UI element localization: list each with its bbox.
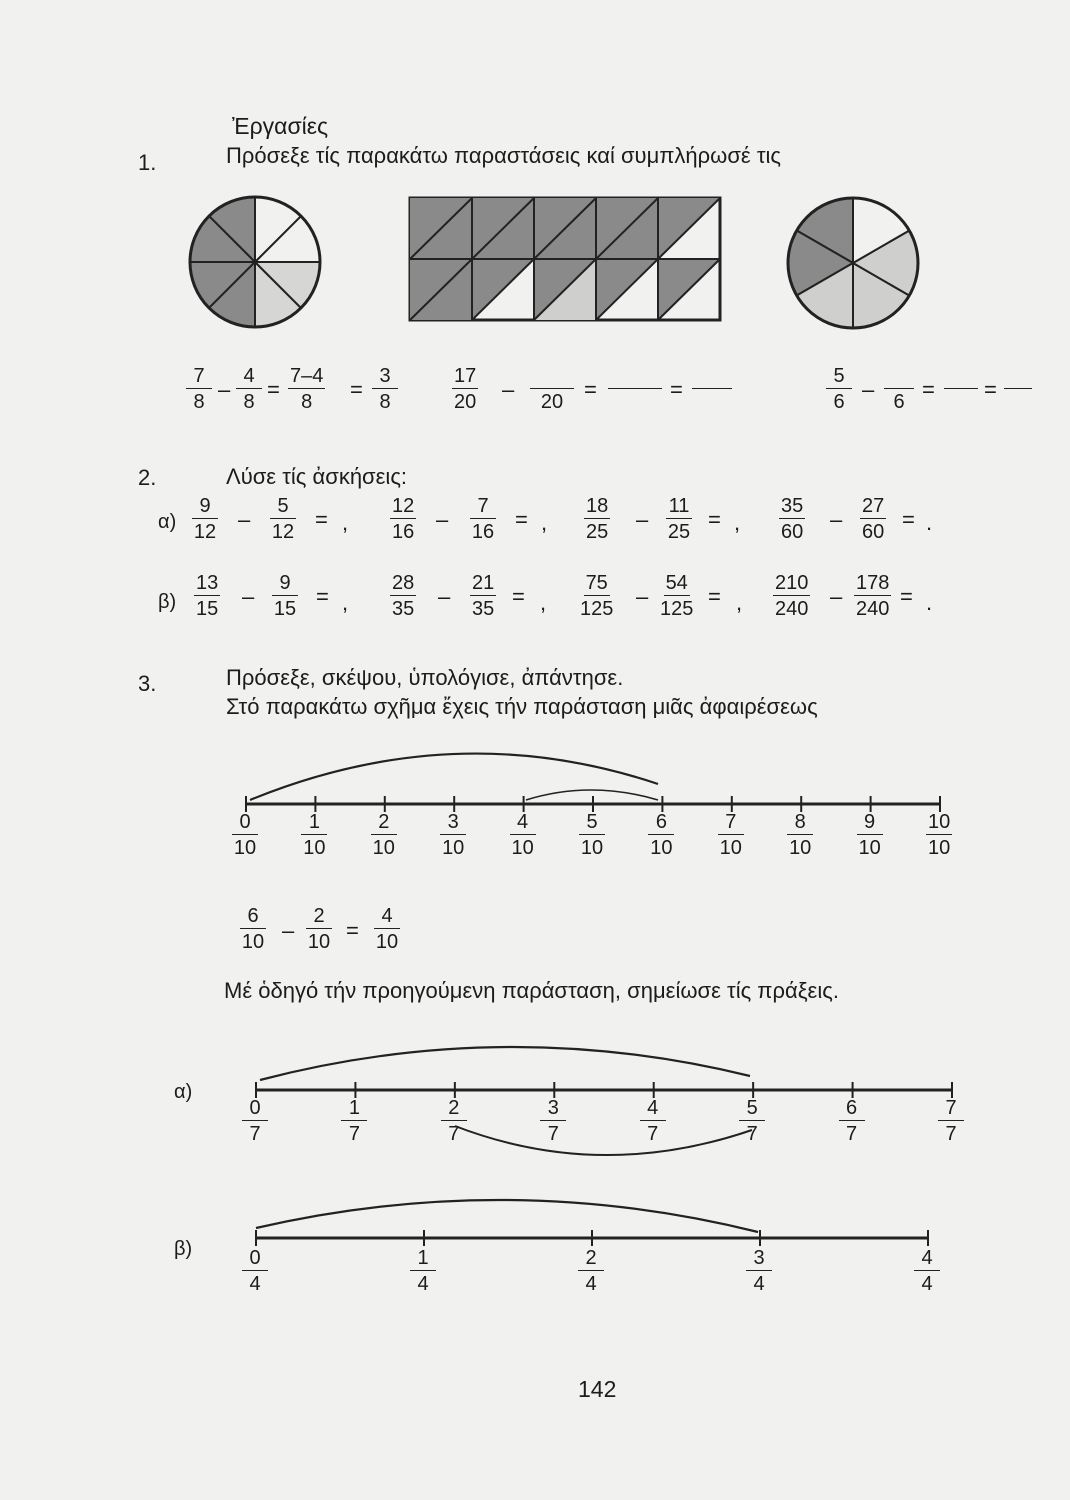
ex1-equals: = [350,377,363,402]
ex2-comma: , [734,510,741,535]
ex2-equals: = [512,584,525,609]
ex1-fraction-7-8: $\frac{7}{8}$ [186,366,212,412]
ex2-comma: , [342,590,349,615]
ex2-b1-fraction: $\frac{13}{15}$ [196,572,219,620]
tick-numerator: 1 [341,1098,367,1121]
tenths-tick-label [857,812,883,858]
tick-numerator: 0 [242,1248,268,1271]
tick-denominator: 7 [547,1123,559,1145]
sevenths-upper-arc [260,1047,750,1080]
tick-numerator: 6 [839,1098,865,1121]
ex2-equals: = [315,507,328,532]
ex2-equals: = [316,584,329,609]
tick-denominator: 7 [448,1123,460,1145]
tick-numerator: 4 [914,1248,940,1271]
ex3-result-fraction: $\frac{6}{10}$ [241,905,265,953]
ex2-equals: = [900,584,913,609]
subtraction-arc-6 [250,754,658,800]
tick-denominator: 7 [846,1123,858,1145]
tick-numerator: 3 [540,1098,566,1121]
page-number: 142 [578,1376,617,1402]
tick-denominator: 7 [348,1123,360,1145]
tick-numerator: 5 [579,812,605,835]
ex2-equals: = [708,584,721,609]
ex3-minus: – [282,918,295,943]
quarters-label: β) [174,1238,193,1260]
tick-denominator: 7 [249,1123,261,1145]
ex1-equals: = [267,377,280,402]
tick-denominator: 7 [746,1123,758,1145]
quarters-tick-label [578,1248,604,1294]
tick-denominator: 10 [233,837,257,859]
tick-denominator: 10 [928,837,951,859]
ex2-equals: = [708,507,721,532]
tick-numerator: 8 [787,812,813,835]
sevenths-tick-label [839,1098,865,1144]
tick-numerator: 7 [938,1098,964,1121]
tick-numerator: 0 [242,1098,268,1121]
ex2-b3-fraction: $\frac{54}{125}$ [660,572,694,620]
ex1-blank-over-6[interactable]: 6 [884,366,914,412]
tick-numerator: 0 [232,812,258,835]
ex2-minus: – [242,584,255,609]
ex2-b4-fraction: $\frac{178}{240}$ [856,572,890,620]
sevenths-tick-label [640,1098,666,1144]
ex2-b3-fraction: $\frac{75}{125}$ [580,572,614,620]
tenths-tick-label [301,812,327,858]
tick-numerator: 3 [440,812,466,835]
ex3-guide-text: Μέ ὁδηγό τήν προηγούμενη παράσταση, σημείωσε τίς πράξεις. [224,978,839,1003]
tenths-tick-label [648,812,674,858]
tenths-tick-label [787,812,813,858]
tick-numerator: 10 [928,811,951,833]
ex2-equals: = [515,507,528,532]
ex1-fraction-4-8: $\frac{4}{8}$ [236,366,262,412]
ex3-equals: = [346,918,359,943]
sevenths-tick-label [341,1098,367,1144]
tick-denominator: 10 [372,837,395,859]
exercise-1-instruction: Πρόσεξε τίς παρακάτω παραστάσεις καί συμπλήρωσέ τις [226,143,782,168]
tick-denominator: 10 [303,837,326,859]
tick-denominator: 4 [585,1273,597,1295]
tick-denominator: 4 [249,1273,261,1295]
ex1-blank-over-20[interactable]: 20 [530,366,574,412]
tick-numerator: 2 [441,1098,467,1121]
exercise-2-number: 2. [138,465,157,490]
ex2-b1-fraction: $\frac{9}{15}$ [273,572,297,620]
tick-denominator: 4 [417,1273,429,1295]
quarters-tick-label [746,1248,772,1294]
ex1-equals: = [984,377,997,402]
ex2-minus: – [436,507,449,532]
ex2-comma: , [540,590,547,615]
ex3-result-fraction: $\frac{2}{10}$ [307,905,331,953]
section-heading: Ἐργασίες [232,113,329,139]
tick-numerator: 7 [718,812,744,835]
tenths-tick-label [926,812,952,858]
tick-denominator: 10 [511,837,534,859]
ex1-fraction-7-4-8: $\frac{7-4}{8}$ [290,365,324,413]
tick-denominator: 10 [858,837,881,859]
tick-denominator: 7 [647,1123,659,1145]
ex2-minus: – [636,507,649,532]
tick-numerator: 2 [578,1248,604,1271]
ex1-fraction-5-6: $\frac{5}{6}$ [826,366,852,412]
ex1-fraction-3-8: $\frac{3}{8}$ [372,366,398,412]
quarters-tick-label [242,1248,268,1294]
tick-denominator: 10 [650,837,673,859]
tick-denominator: 10 [442,837,465,859]
ex3-result-fraction: $\frac{4}{10}$ [375,905,399,953]
ex1-minus: – [218,377,231,402]
exercise-3-line-1: Πρόσεξε, σκέψου, ὑπολόγισε, ἀπάντησε. [226,665,624,690]
ex2-minus: – [238,507,251,532]
ex2-b2-fraction: $\frac{28}{35}$ [392,572,415,620]
ex2-b4-fraction: $\frac{210}{240}$ [775,572,809,620]
tenths-tick-label [510,812,536,858]
ex2-minus: – [438,584,451,609]
tick-denominator: 4 [753,1273,765,1295]
ex2-a4-fraction: $\frac{35}{60}$ [781,495,804,543]
tenths-tick-label [579,812,605,858]
ex2-a1-fraction: $\frac{5}{12}$ [271,495,295,543]
exercise-3-line-2: Στό παρακάτω σχῆμα ἔχεις τήν παράσταση μιᾶς ἀφαιρέσεως [226,694,818,719]
ex2-comma: , [541,510,548,535]
ex2-a2-fraction: $\frac{12}{16}$ [392,495,415,543]
row-a-label: α) [158,511,177,533]
ex2-a4-fraction: $\frac{27}{60}$ [862,495,885,543]
tick-denominator: 7 [945,1123,957,1145]
tenths-tick-label [232,812,258,858]
ex1-minus: – [502,377,515,402]
exercise-2-instruction: Λύσε τίς ἀσκήσεις: [226,464,408,489]
quarters-tick-label [410,1248,436,1294]
tenths-tick-label [371,812,397,858]
row-b-label: β) [158,591,177,613]
ex2-a1-fraction: $\frac{9}{12}$ [193,495,217,543]
tick-numerator: 6 [648,812,674,835]
exercise-3-number: 3. [138,671,157,696]
ex2-a3-fraction: $\frac{18}{25}$ [586,495,609,543]
ex2-equals: = [902,507,915,532]
ex2-period: . [926,590,933,615]
ex2-minus: – [830,584,843,609]
tick-numerator: 3 [746,1248,772,1271]
ex1-minus: – [862,377,875,402]
quarters-tick-label [914,1248,940,1294]
ex1-equals: = [584,377,597,402]
tenths-tick-label [718,812,744,858]
sevenths-lower-arc [455,1126,752,1155]
tick-numerator: 9 [857,812,883,835]
sevenths-tick-label [739,1098,765,1144]
ex2-minus: – [830,507,843,532]
sevenths-tick-label [938,1098,964,1144]
tick-numerator: 2 [371,812,397,835]
tick-numerator: 5 [739,1098,765,1121]
tick-numerator: 4 [640,1098,666,1121]
ex1-equals: = [670,377,683,402]
ex2-a3-fraction: $\frac{11}{25}$ [667,495,691,543]
tenths-tick-label [440,812,466,858]
ex2-a2-fraction: $\frac{7}{16}$ [471,495,495,543]
tick-numerator: 1 [301,812,327,835]
exercise-1-number: 1. [138,150,157,175]
quarters-arc [256,1200,758,1232]
tick-denominator: 10 [789,837,812,859]
sevenths-tick-label [441,1098,467,1144]
ex2-comma: , [736,590,743,615]
ex2-comma: , [342,510,349,535]
sevenths-label: α) [174,1081,193,1103]
tick-denominator: 10 [580,837,604,859]
ex1-fraction-17-20: $\frac{17}{20}$ [454,365,477,413]
ex2-minus: – [636,584,649,609]
tick-denominator: 4 [921,1273,933,1295]
ex1-equals: = [922,377,935,402]
tick-numerator: 4 [510,812,536,835]
ex2-b2-fraction: $\frac{21}{35}$ [472,572,495,620]
sevenths-tick-label [242,1098,268,1144]
tick-numerator: 1 [410,1248,436,1271]
ex2-period: . [926,510,933,535]
sevenths-tick-label [540,1098,566,1144]
tick-denominator: 10 [719,837,742,859]
